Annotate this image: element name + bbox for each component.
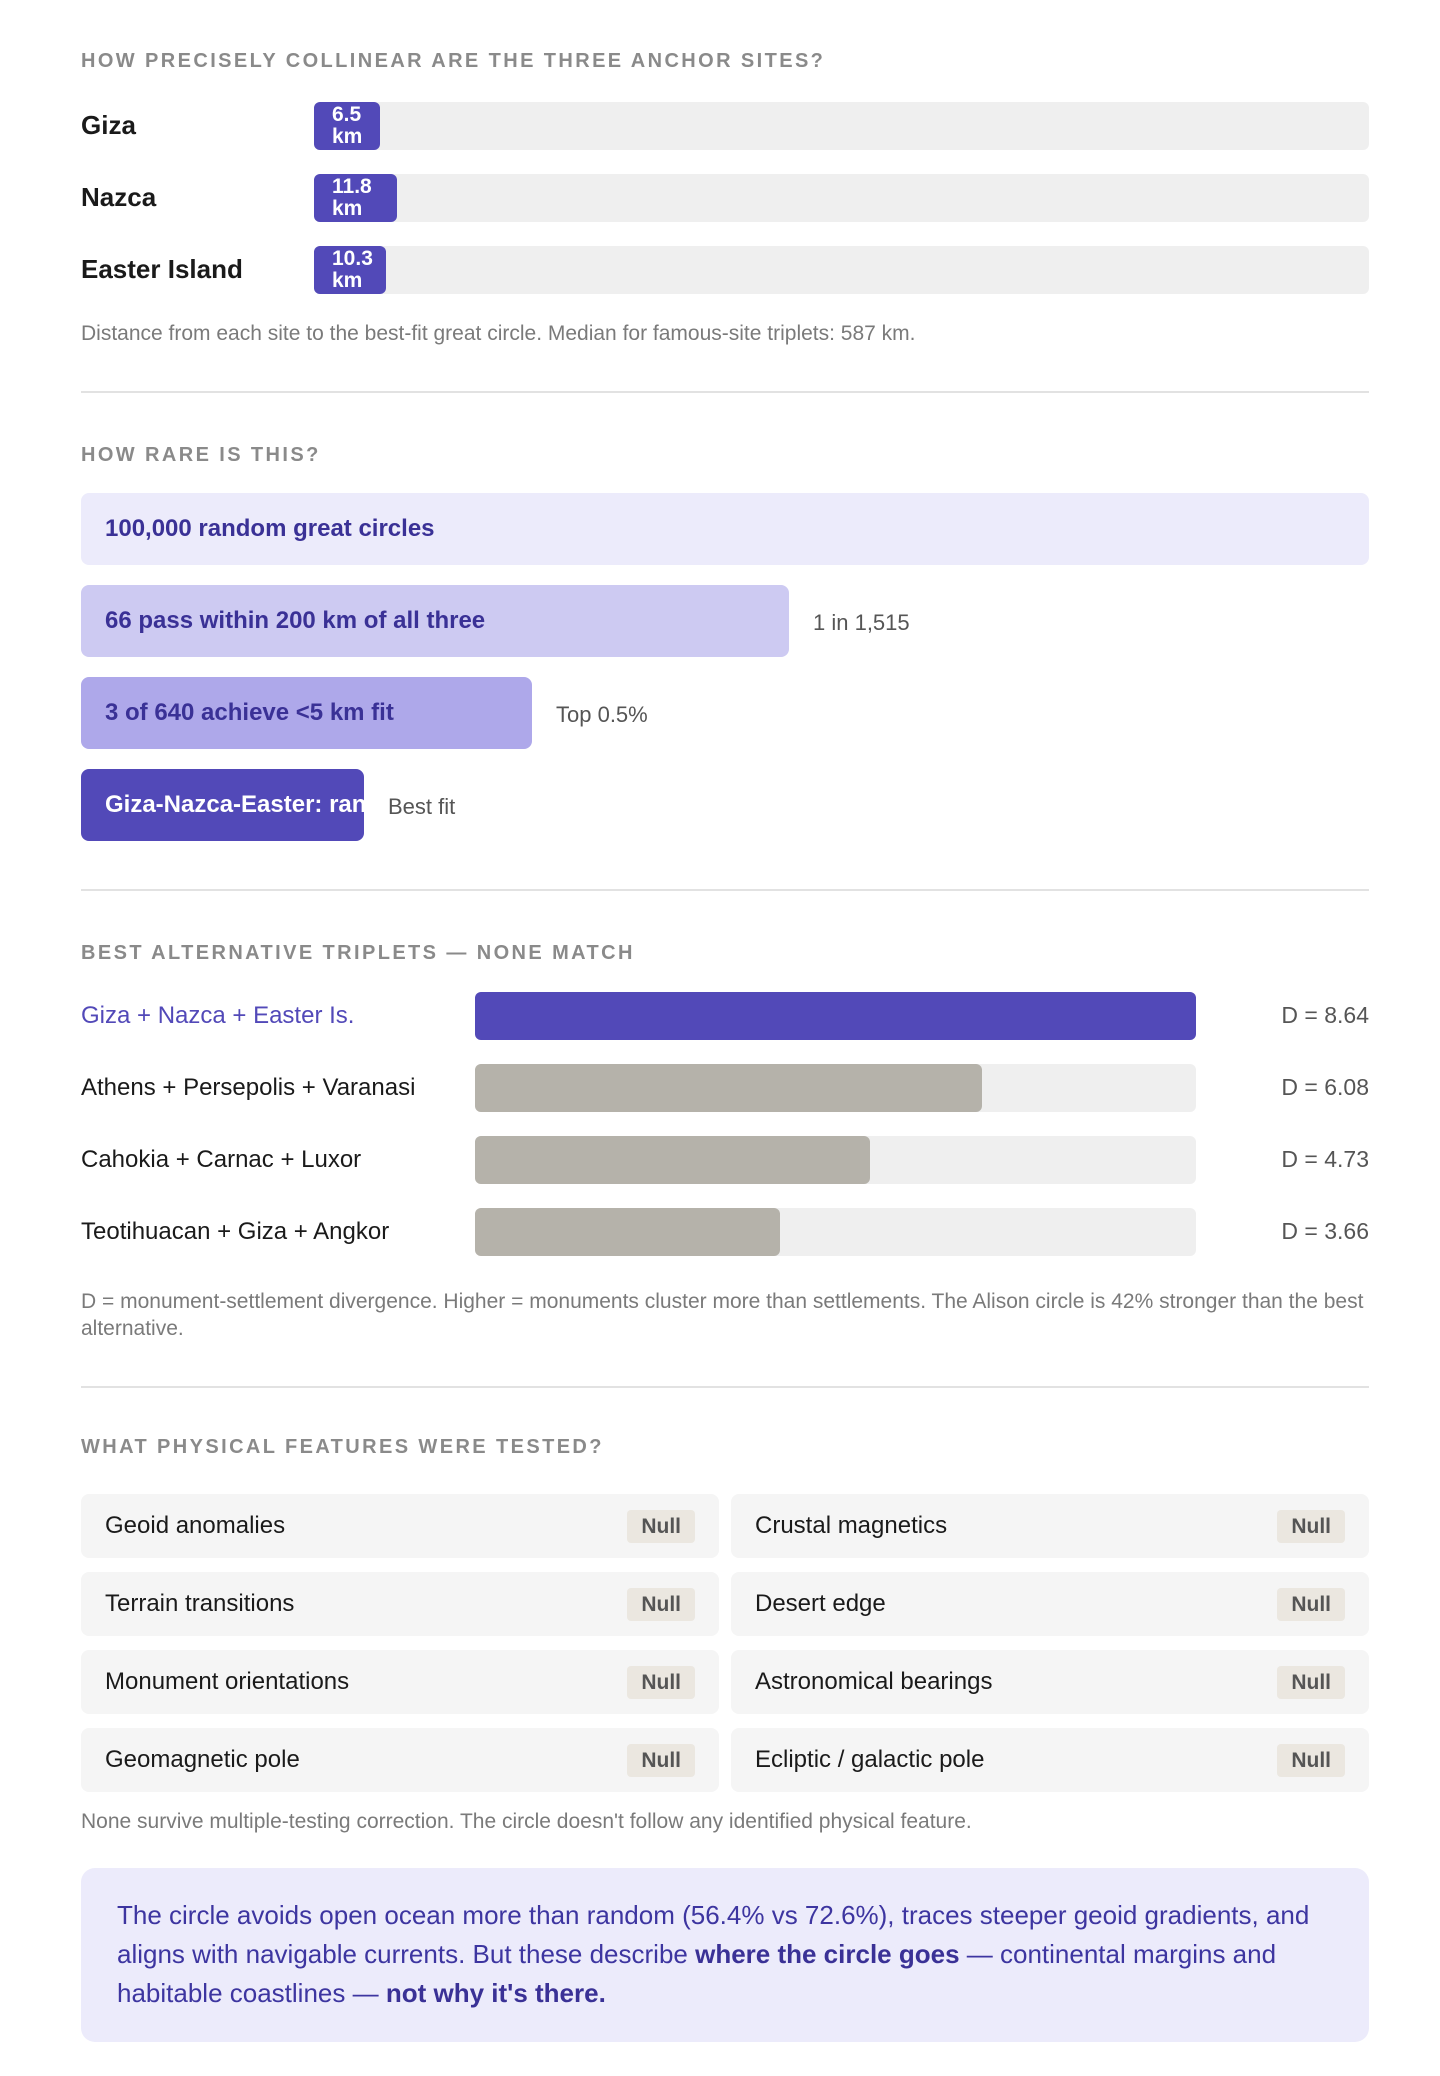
alt-label: Giza + Nazca + Easter Is. xyxy=(81,1002,355,1029)
section-divider xyxy=(81,1386,1369,1388)
site-distance-label: 6.5 km xyxy=(332,103,363,148)
site-track xyxy=(314,246,1369,294)
alt-value: D = 4.73 xyxy=(1281,1146,1369,1172)
rarity-level-under-5km xyxy=(81,677,532,749)
collinearity-note: Distance from each site to the best-fit great circle. Median for famous-site triplets: 587 km. xyxy=(81,322,916,345)
feature-label: Geoid anomalies xyxy=(105,1512,286,1539)
rarity-level-random-circles xyxy=(81,493,1369,565)
alt-row xyxy=(81,1064,1369,1112)
feature-card xyxy=(731,1728,1369,1792)
collinearity-title: HOW PRECISELY COLLINEAR ARE THE THREE ANCHOR SITES? xyxy=(81,50,826,72)
callout-text: — continental margins and habitable coastlines — xyxy=(117,1939,1277,2008)
alt-row xyxy=(81,1208,1369,1256)
feature-label: Desert edge xyxy=(755,1590,886,1617)
feature-label: Crustal magnetics xyxy=(755,1512,948,1539)
feature-card xyxy=(81,1494,719,1558)
feature-card xyxy=(731,1650,1369,1714)
feature-label: Monument orientations xyxy=(105,1668,350,1695)
alt-label: Teotihuacan + Giza + Angkor xyxy=(81,1218,390,1245)
site-label: Nazca xyxy=(81,182,157,212)
feature-result-badge: Null xyxy=(627,1588,695,1621)
section-divider xyxy=(81,391,1369,393)
site-distance-bar xyxy=(314,246,386,294)
feature-label: Astronomical bearings xyxy=(755,1668,993,1695)
site-distance-bar xyxy=(314,102,380,150)
section-divider xyxy=(81,889,1369,891)
rarity-level-within-200km xyxy=(81,585,789,657)
rarity-level-aside: Best fit xyxy=(388,794,456,819)
site-track xyxy=(314,102,1369,150)
feature-card xyxy=(81,1572,719,1636)
alt-value: D = 8.64 xyxy=(1281,1002,1369,1028)
alternatives-note: D = monument-settlement divergence. Higher = monuments cluster more than settlements. The Alison circle is 42% stronger than the best alternative. xyxy=(81,1290,1364,1340)
features-note: None survive multiple-testing correction. The circle doesn't follow any identified physical feature. xyxy=(81,1810,972,1833)
alt-value: D = 3.66 xyxy=(1281,1218,1369,1244)
alt-bar xyxy=(475,1064,982,1112)
feature-result-badge: Null xyxy=(1277,1510,1345,1543)
rarity-title: HOW RARE IS THIS? xyxy=(81,444,321,466)
rarity-level-text: 100,000 random great circles xyxy=(105,515,435,542)
site-distance-label: 10.3 km xyxy=(332,247,373,292)
site-label: Giza xyxy=(81,110,136,140)
feature-card xyxy=(731,1572,1369,1636)
feature-result-badge: Null xyxy=(1277,1588,1345,1621)
rarity-level-text: Giza-Nazca-Easter: rank 1 xyxy=(105,791,400,818)
alt-bar xyxy=(475,992,1196,1040)
site-row-easter-island xyxy=(81,246,1369,294)
site-track xyxy=(314,174,1369,222)
feature-label: Terrain transitions xyxy=(105,1590,295,1617)
feature-label: Geomagnetic pole xyxy=(105,1746,300,1773)
site-row-nazca xyxy=(81,174,1369,222)
conclusion-callout xyxy=(81,1868,1369,2042)
alternatives-title: BEST ALTERNATIVE TRIPLETS — NONE MATCH xyxy=(81,942,635,964)
alt-bar xyxy=(475,1136,870,1184)
callout-text: The circle avoids open ocean more than random (56.4% vs 72.6%), traces steeper geoid gradients, and aligns with navigable currents. But these describe xyxy=(117,1900,1310,1969)
feature-result-badge: Null xyxy=(1277,1666,1345,1699)
feature-result-badge: Null xyxy=(627,1510,695,1543)
feature-result-badge: Null xyxy=(627,1744,695,1777)
feature-result-badge: Null xyxy=(627,1666,695,1699)
rarity-level-text: 3 of 640 achieve <5 km fit xyxy=(105,699,394,726)
alt-value: D = 6.08 xyxy=(1281,1074,1369,1100)
site-distance-bar xyxy=(314,174,397,222)
callout-emphasis: where the circle goes xyxy=(695,1939,960,1969)
alt-bar xyxy=(475,1208,780,1256)
alt-label: Athens + Persepolis + Varanasi xyxy=(81,1074,416,1101)
feature-card xyxy=(731,1494,1369,1558)
rarity-level-aside: Top 0.5% xyxy=(556,702,648,727)
alt-row xyxy=(81,992,1369,1040)
rarity-level-aside: 1 in 1,515 xyxy=(813,610,910,635)
rarity-level-text: 66 pass within 200 km of all three xyxy=(105,607,486,634)
features-title: WHAT PHYSICAL FEATURES WERE TESTED? xyxy=(81,1436,604,1458)
feature-result-badge: Null xyxy=(1277,1744,1345,1777)
rarity-level-best-fit xyxy=(81,769,400,841)
site-row-giza xyxy=(81,102,1369,150)
site-distance-label: 11.8 km xyxy=(332,175,372,220)
callout-emphasis: not why it's there. xyxy=(385,1978,606,2008)
feature-card xyxy=(81,1650,719,1714)
alt-row xyxy=(81,1136,1369,1184)
feature-label: Ecliptic / galactic pole xyxy=(755,1746,985,1773)
alt-label: Cahokia + Carnac + Luxor xyxy=(81,1146,362,1173)
feature-card xyxy=(81,1728,719,1792)
site-label: Easter Island xyxy=(81,254,243,284)
